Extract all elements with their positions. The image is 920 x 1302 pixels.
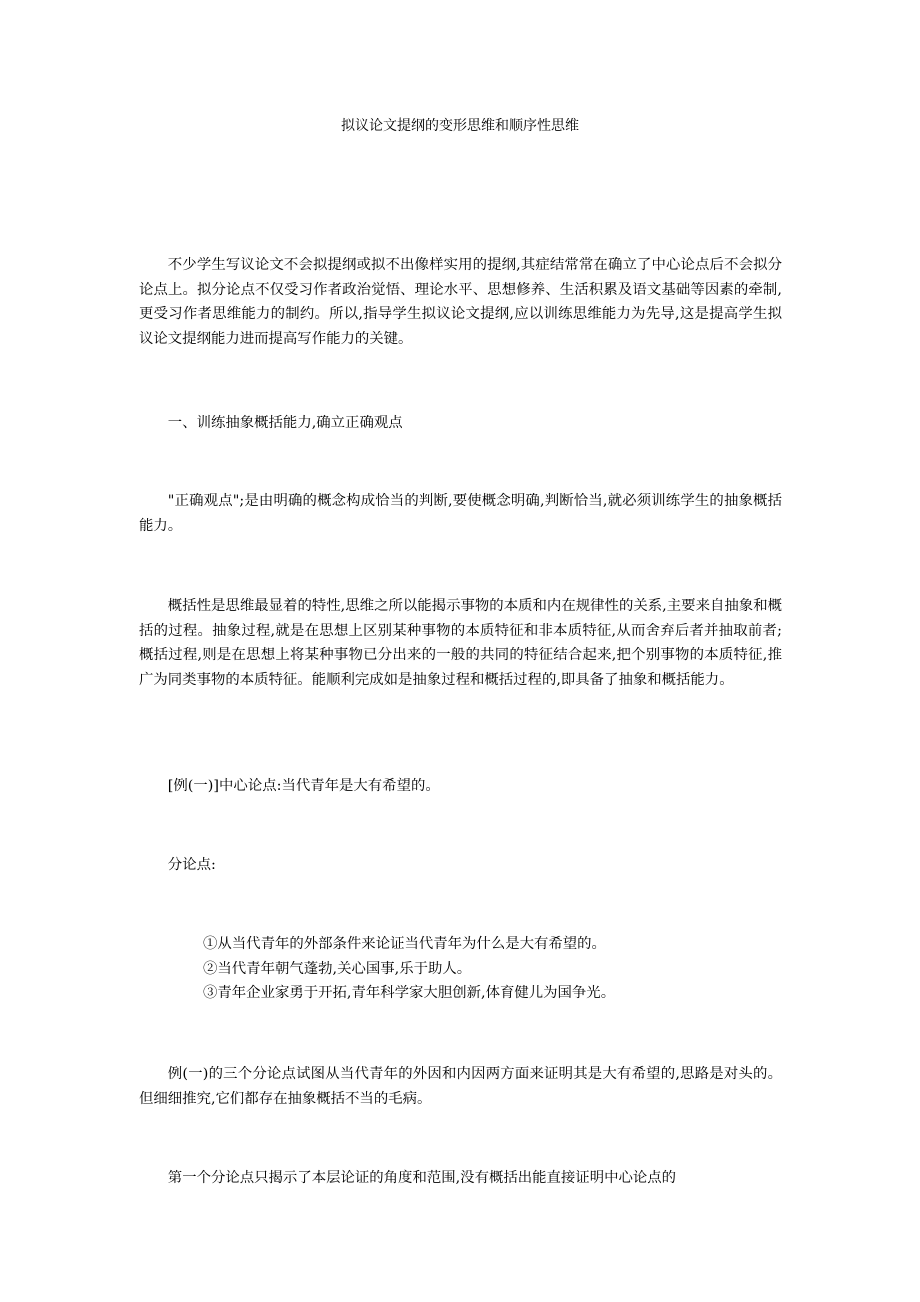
- sub-point-item: ③青年企业家勇于开拓,青年科学家大胆创新,体育健儿为国争光。: [203, 985, 616, 1001]
- section-heading-one: 一、训练抽象概括能力,确立正确观点: [167, 415, 403, 431]
- sub-point-item: ②当代青年朝气蓬勃,关心国事,乐于助人。: [203, 960, 472, 977]
- document-title: 拟议论文提纲的变形思维和顺序性思维: [341, 118, 579, 134]
- example-analysis-paragraph: 例(一)的三个分论点试图从当代青年的外因和内因两方面来证明其是大有希望的,思路是对头的。但细细推究,它们都存在抽象概括不当的毛病。: [139, 1066, 782, 1107]
- generalization-paragraph: 概括性是思维最显着的特性,思维之所以能揭示事物的本质和内在规律性的关系,主要来自抽象和概括的过程。抽象过程,就是在思想上区别某种事物的本质特征和非本质特征,从而舍弃后者并抽取前者;概括过程,则是在思想上将某种事物已分出来的一般的共同的特征结合起来,把个别事物的本质特征,推广为同类事物的本质特征。能顺利完成如是抽象过程和概括过程的,即具备了抽象和概括能力。: [139, 598, 782, 688]
- first-sub-point-analysis: 第一个分论点只揭示了本层论证的角度和范围,没有概括出能直接证明中心论点的: [167, 1170, 677, 1186]
- sub-points-label: 分论点:: [167, 857, 216, 873]
- sub-point-item: ①从当代青年的外部条件来论证当代青年为什么是大有希望的。: [203, 936, 606, 952]
- example-one-thesis: [例(一)]中心论点:当代青年是大有希望的。: [167, 778, 440, 794]
- correct-viewpoint-paragraph: "正确观点";是由明确的概念构成恰当的判断,要使概念明确,判断恰当,就必须训练学生的抽象概括能力。: [139, 493, 782, 534]
- sub-points-list: [139, 932, 782, 1006]
- intro-paragraph: 不少学生写议论文不会拟提纲或拟不出像样实用的提纲,其症结常常在确立了中心论点后不会拟分论点上。拟分论点不仅受习作者政治觉悟、理论水平、思想修养、生活积累及语文基础等因素的牵制,更受习作者思维能力的制约。所以,指导学生拟议论文提纲,应以训练思维能力为先导,这是提高学生拟议论文提纲能力进而提高写作能力的关键。: [139, 257, 782, 347]
